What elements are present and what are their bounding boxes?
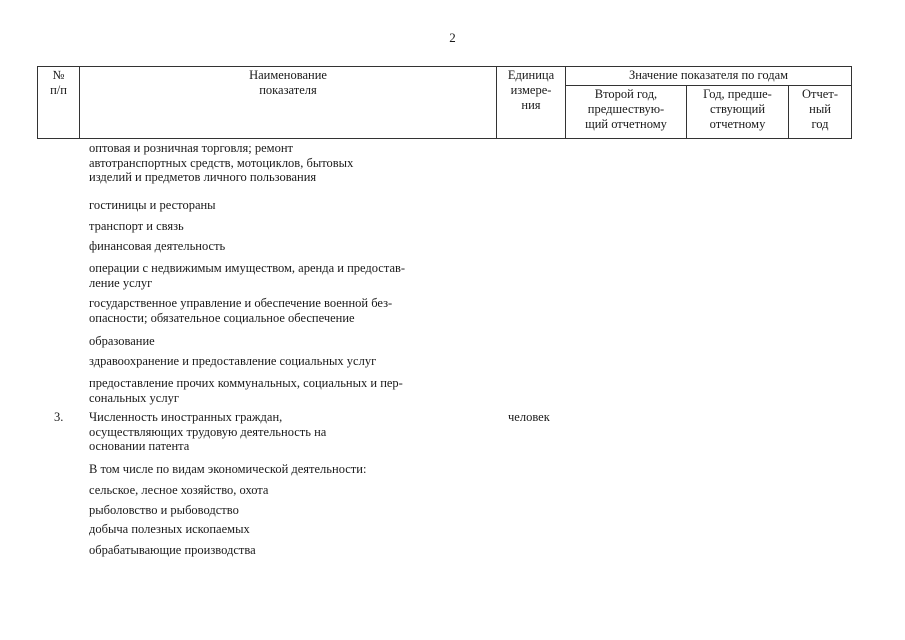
row-number: 3. — [54, 410, 64, 424]
header-col-year-before-previous: Второй год, предшествую- щий отчетному — [566, 86, 687, 139]
header-col-name: Наименование показателя — [80, 67, 497, 139]
header-values-group: Значение показателя по годам — [566, 67, 852, 86]
indicator-name-line: добыча полезных ископаемых — [89, 522, 250, 536]
indicator-name-line: оптовая и розничная торговля; ремонт — [89, 141, 293, 155]
indicator-name-line: опасности; обязательное социальное обеспечение — [89, 310, 355, 325]
table-header — [37, 66, 852, 139]
indicator-name-line: транспорт и связь — [89, 219, 184, 233]
header-col-unit: Единица измере- ния — [497, 67, 566, 139]
indicator-name-line: финансовая деятельность — [89, 239, 226, 253]
header-col-previous-year: Год, предше- ствующий отчетному — [687, 86, 789, 139]
indicator-name-line: В том числе по видам экономической деятельности: — [89, 462, 367, 476]
header-col-reporting-year: Отчет- ный год — [789, 86, 852, 139]
indicator-name-line: сональных услуг — [89, 390, 179, 405]
indicator-name-line: рыболовство и рыбоводство — [89, 503, 239, 517]
indicator-name-line: осуществляющих трудовую деятельность на — [89, 424, 327, 439]
unit-cell: человек — [508, 410, 550, 424]
indicator-name-line: основании патента — [89, 439, 190, 453]
indicator-name-line: Численность иностранных граждан, — [89, 410, 283, 424]
indicator-name-line: образование — [89, 334, 155, 348]
indicator-name-line: автотранспортных средств, мотоциклов, бытовых — [89, 155, 354, 170]
indicator-name-line: здравоохранение и предоставление социальных услуг — [89, 354, 377, 368]
indicator-name-line: обрабатывающие производства — [89, 543, 256, 557]
header-col-number: № п/п — [38, 67, 80, 139]
indicator-name-line: государственное управление и обеспечение военной без- — [89, 296, 393, 310]
indicator-name-line: ление услуг — [89, 275, 153, 290]
indicator-name-line: операции с недвижимым имуществом, аренда и предостав- — [89, 261, 406, 275]
page-number: 2 — [449, 30, 456, 45]
indicator-name-line: сельское, лесное хозяйство, охота — [89, 483, 269, 497]
indicator-name-line: предоставление прочих коммунальных, социальных и пер- — [89, 376, 403, 390]
indicator-name-line: изделий и предметов личного пользования — [89, 170, 317, 184]
indicator-name-line: гостиницы и рестораны — [89, 198, 216, 212]
